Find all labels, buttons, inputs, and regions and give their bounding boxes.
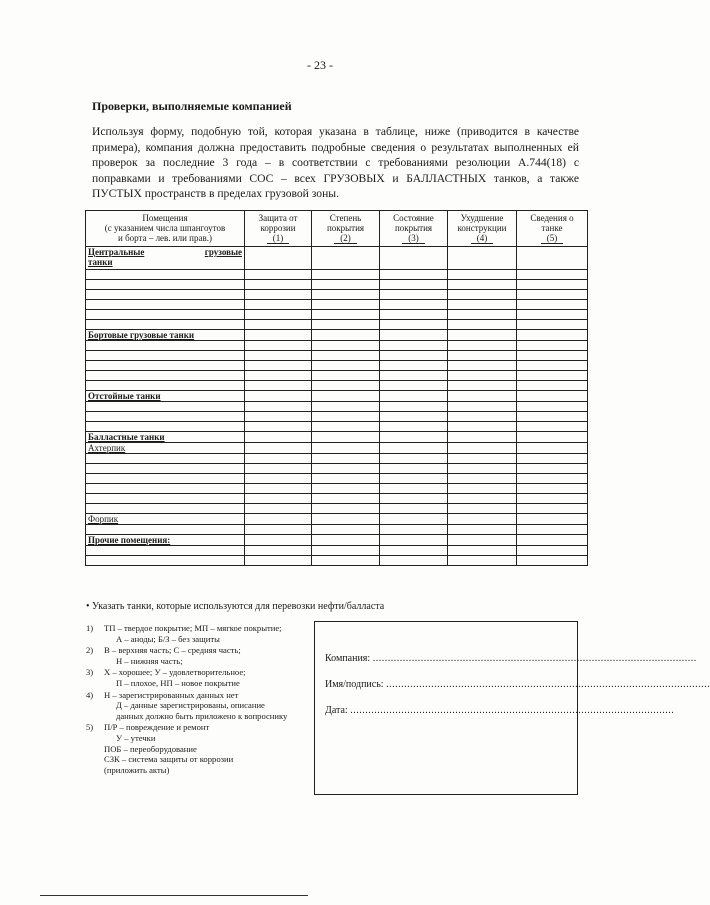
legend-item: 4) Н – зарегистрированных данных нет Д – данные зарегистрированы, описание данных должно быть приложено к вопроснику [86, 689, 288, 721]
section-row-wing-cargo [86, 330, 588, 341]
signature-box [314, 621, 710, 795]
inspection-table [85, 210, 588, 566]
table-row [86, 422, 588, 432]
row-label-fore-peak: Форпик [86, 514, 245, 525]
section-row-slop [86, 391, 588, 402]
intro-paragraph: Используя форму, подобную той, которая указана в таблице, ниже (приводится в качестве примера), компания должна предоставить подробные сведения о результатах выполненных ей проверок за последние 3 года – в соответствии с требованиями резолюции А.744(18) с поправками и требованиями СОС – всех ГРУЗОВЫХ и БАЛЛАСТНЫХ танков, а также ПУСТЫХ пространств в пределах грузовой зоны. [92, 125, 579, 201]
col-header-structural-deterioration: Ухудшение конструкции (4) [448, 211, 517, 247]
table-row [86, 351, 588, 361]
company-field[interactable] [325, 653, 697, 664]
table-row [86, 484, 588, 494]
name-signature-label: Имя/подпись: [325, 679, 384, 690]
section-label-wing-cargo: Бортовые грузовые танки [86, 330, 245, 341]
legend-notes [86, 623, 311, 776]
company-label: Компания: [325, 653, 371, 664]
table-row [86, 514, 588, 525]
page-number: - 23 - [307, 58, 333, 72]
date-dotted-line: ............................................................................................................ [350, 705, 675, 716]
col-header-corrosion: Защита от коррозии (1) [245, 211, 312, 247]
table-row [86, 525, 588, 535]
section-label-central-cargo: Центральные грузовые танки [86, 247, 245, 270]
table-row [86, 454, 588, 464]
section-heading: Проверки, выполняемые компанией [92, 99, 292, 113]
table-row [86, 504, 588, 514]
section-label-slop: Отстойные танки [86, 391, 245, 402]
legend-item: 2) В – верхняя часть; С – средняя часть; Н – нижняя часть; [86, 645, 241, 666]
table-header-row [86, 211, 588, 247]
col-header-spaces: Помещения (с указанием числа шпангоутов и борта – лев. или прав.) [86, 211, 245, 247]
col-header-coating-extent: Степень покрытия (2) [312, 211, 380, 247]
table-row [86, 412, 588, 422]
table-row [86, 270, 588, 280]
legend-item: 3) Х – хорошее; У – удовлетворительное; П – плохое, НП – новое покрытие [86, 667, 246, 688]
bottom-divider [40, 895, 308, 896]
table-row [86, 464, 588, 474]
table-row [86, 474, 588, 484]
section-row-ballast [86, 432, 588, 443]
name-signature-field[interactable] [325, 679, 710, 690]
table-row [86, 320, 588, 330]
legend-item: 5) П/Р – повреждение и ремонт У – утечки ПОБ – переоборудование СЗК – система защиты от коррозии (приложить акты) [86, 722, 234, 775]
table-row [86, 280, 588, 290]
table-row [86, 546, 588, 556]
legend-item: 1) ТП – твердое покрытие; МП – мягкое покрытие; А – аноды; Б/З – без защиты [86, 623, 282, 644]
table-row [86, 310, 588, 320]
table-row [86, 361, 588, 371]
col-header-tank-info: Сведения о танке (5) [517, 211, 588, 247]
row-label-aft-peak: Ахтерпик [86, 443, 245, 454]
table-row [86, 494, 588, 504]
table-row [86, 443, 588, 454]
section-row-other [86, 535, 588, 546]
name-signature-dotted-line: ............................................................................................................ [386, 679, 710, 690]
table-row [86, 371, 588, 381]
table-row [86, 381, 588, 391]
section-row-central-cargo [86, 247, 588, 270]
table-row [86, 290, 588, 300]
date-label: Дата: [325, 705, 348, 716]
section-label-ballast: Балластные танки [86, 432, 245, 443]
table-row [86, 300, 588, 310]
section-label-other: Прочие помещения: [86, 535, 245, 546]
date-field[interactable] [325, 705, 675, 716]
col-header-coating-condition: Состояние покрытия (3) [380, 211, 448, 247]
table-row [86, 402, 588, 412]
footnote-star: • Указать танки, которые используются для перевозки нефти/балласта [86, 601, 385, 612]
company-dotted-line: ............................................................................................................ [372, 653, 697, 664]
table-row [86, 556, 588, 566]
table-row [86, 341, 588, 351]
